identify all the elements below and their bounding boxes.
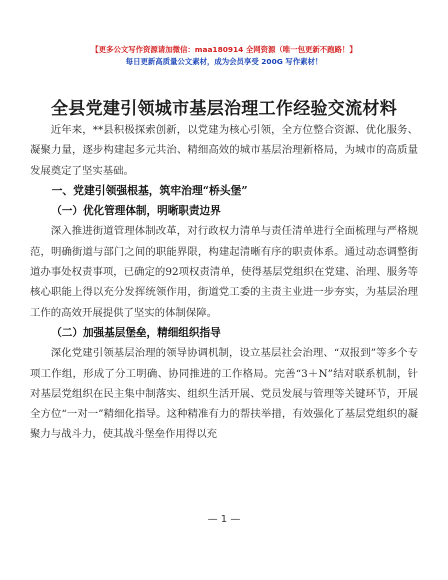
subsection-1-heading: （一）优化管理体制，明晰职责边界 <box>51 205 221 218</box>
subsection-1-paragraph: 深入推进街道管理体制改革，对行政权力清单与责任清单进行全面梳理与严格规范，明确街道与部门之间的职能界限，构建起清晰有序的职责体系。通过动态调整街道办事处权责事项，已确定的92项权责清单，使得基层党组织在党建、治理、服务等核心职能上得以充分发挥统领作用，街道党工委的主责主业进一步夯实，为基层治理工作的高效开展提供了坚实的体制保障。 <box>30 225 418 319</box>
subsection-2-paragraph: 深化党建引领基层治理的领导协调机制，设立基层社会治理、“双报到”等多个专项工作组，形成了分工明确、协同推进的工作格局。完善“3＋N”结对联系机制，针对基层党组织在民主集中制落实、组织生活开展、党员发展与管理等关键环节，开展全方位“一对一”精细化指导。这种精准有力的帮扶举措，有效强化了基层党组织的凝聚力与战斗力，使其战斗堡垒作用得以充 <box>30 347 418 441</box>
promo-banner <box>0 44 448 68</box>
page-number: — 1 — <box>207 514 241 525</box>
subsection-2-heading: （二）加强基层堡垒，精细组织指导 <box>51 326 221 339</box>
intro-paragraph: 近年来，**县积极探索创新，以党建为核心引领，全方位整合资源、优化服务、凝聚力量，逐步构建起多元共治、精细高效的城市基层治理新格局，为城市的高质量发展奠定了坚实基础。 <box>30 124 418 177</box>
document-title: 全县党建引领城市基层治理工作经验交流材料 <box>51 99 397 119</box>
section-1-heading: 一、党建引领强根基，筑牢治理“桥头堡” <box>51 183 248 197</box>
document-body <box>30 120 418 445</box>
promo-line-1: 【更多公文写作资源请加微信：maa180914 全网资源（唯一包更新不跑路！】 <box>91 45 357 54</box>
promo-line-2: 每日更新高质量公文素材，成为会员享受 200G 写作素材！ <box>125 57 323 66</box>
